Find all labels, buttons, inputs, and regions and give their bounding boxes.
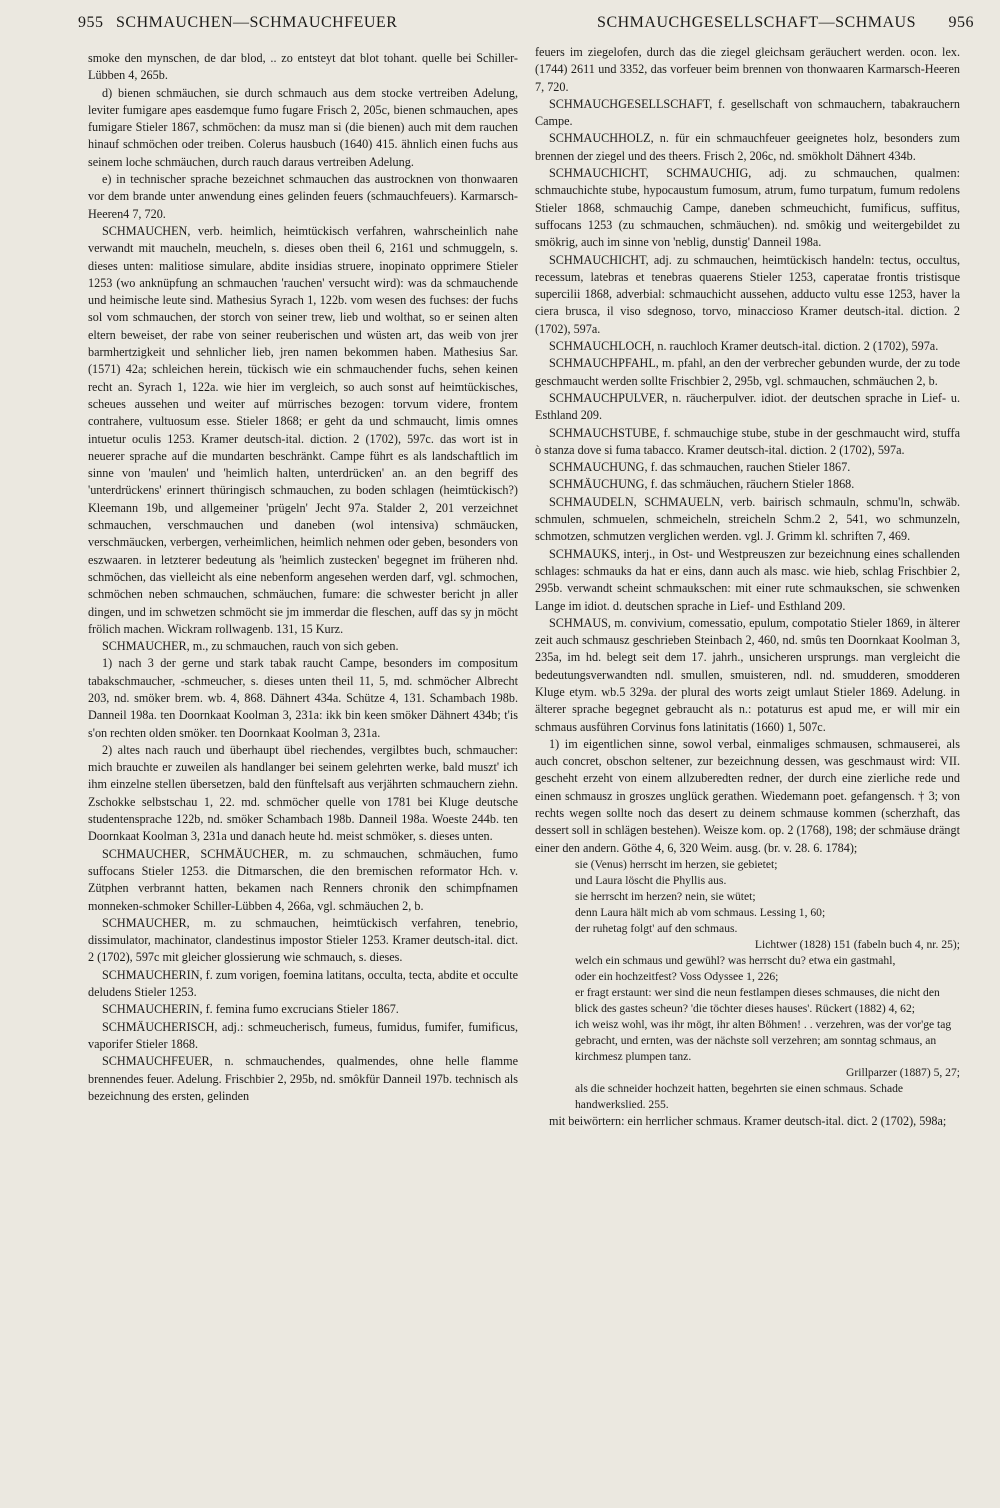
dictionary-entry: SCHMAUCHPULVER, n. räucherpulver. idiot. der deutschen sprache in Lief- u. Esthland 209.: [535, 390, 960, 423]
dictionary-entry: SCHMAUCHER, SCHMÄUCHER, m. zu schmauchen, schmäuchen, fumo suffocans Stieler 1253. die Ditmarschen, die den bremischen reformator Hch. v. Zütphen verbrannt hatten, bekamen nach Renners chronik den schimpfnamen monneken-schmoker Schiller-Lübben 4, 266a, vgl. schmäuchen 2, b.: [88, 846, 518, 913]
verse-line: oder ein hochzeitfest? Voss Odyssee 1, 226;: [575, 969, 779, 983]
page-number-right: 956: [948, 14, 974, 31]
dictionary-entry: SCHMAUCHGESELLSCHAFT, f. gesellschaft von schmauchern, tabakrauchern Campe.: [535, 96, 960, 129]
dictionary-entry: SCHMAUDELN, SCHMAUELN, verb. bairisch schmauln, schmu'ln, schwäb. schmulen, schmuelen, schmeicheln, streicheln Schm.2 2, 541, wo schmunzeln, schmotzen, schmutzen verglichen werden. vgl. J. Grimm kl. schriften 7, 469.: [535, 494, 960, 544]
header-title-left: SCHMAUCHEN—SCHMAUCHFEUER: [116, 14, 398, 31]
continued-text: feuers im ziegelofen, durch das die ziegel gleichsam geräuchert werden. ocon. lex. (1744) 2611 und 3352, das vorfeuer beim brennen von thonwaaren Karmarsch-Heeren 7, 720.: [535, 45, 960, 94]
entry-subsection: e) in technischer sprache bezeichnet schmauchen das austrocknen von thonwaaren vor dem brande unter anwendung eines gelinden feuers (schmauchfeuers). Karmarsch-Heeren4 7, 720.: [88, 172, 518, 221]
verse-line: er fragt erstaunt: wer sind die neun festlampen dieses schmauses, die nicht den blick des gastes scheun? 'die töchter dieses hauses'. Rückert (1882) 4, 62;: [575, 985, 940, 1015]
dictionary-entry: SCHMAUCHEN, verb. heimlich, heimtückisch verfahren, wahrscheinlich nahe verwandt mit maucheln, meucheln, s. dieses oben theil 6, 2161 und schmuggeln, s. dieses unten: malitiose simulare, abdite insidias struere, inopinato opprimere Stieler 1253 (wo anknüpfung an schmauchen 'rauchen' versucht wird): was da schmauchende und heimische leute sind. Mathesius Syrach 1, 122b. vom wesen des fuchses: der fuchs sol vom schmauchen, der storch von seiner trew, lieb und wolthat, so er seinen alten eltern beweiset, der rabe von seiner reuberischen und wüsten art, das weib von jrer barmhertzigkeit und sehnlicher lieb, jren namen bekommen haben. Mathesius Sar. (1571) 42a; schleichen herein, tückisch wie ein schmauchender fuchs, sehen keinen recht an. Syrach 1, 122a. wie hier im vergleich, so auch sonst auf heimtückisches, scheues aussehen und weiter auf mürrisches bezogen: torvum videre, frontem contrahere, vultuosum esse. Stieler 1868; er geht da und schmaucht, limis omnes intuetur oculis 1253. Kramer deutsch-ital. diction. 2 (1702), 597c. das wort ist in neuerer sprache auf die mundarten beschränkt. Campe führt es als landschaftlich im sinne von 'maulen' und 'heimlich halten, unterdrücken' an. an den begriff des 'unterdrückens' erinnert thüringisch schmauchen, zu boden schlagen (heimtückisch?) Kleemann 19b, und allgemeiner 'prügeln' Jecht 97a. Stalder 2, 201 verzeichnet schmauchen, verschmauchen und daneben (wol intensiva) schmäucken, verschmäucken, verbergen, verheimlichen, heimlich nehmen oder geben, besonders von eszwaaren. in letzterer bedeutung als 'heimlich zustecken' begegnet im früheren nhd. schmöchen, das vielleicht als eine nebenform angesehen werden darf, vgl. schmochen, schmöchen neben schmauchen, schmäuchen, fumare: die schwester bericht jn aller dingen, und im schwetzen schmöcht sie jm immerdar die fleschen, auff das sy jn möcht frölich machen. Wickram rollwagenb. 131, 15 Kurz.: [88, 223, 518, 636]
running-header: [78, 14, 974, 40]
citation-line: Lichtwer (1828) 151 (fabeln buch 4, nr. 25);: [754, 937, 960, 951]
verse-line: denn Laura hält mich ab vom schmaus. Lessing 1, 60;: [575, 905, 826, 919]
entry-subsection: 1) im eigentlichen sinne, sowol verbal, einmaliges schmausen, schmauserei, als auch concret, obschon seltener, zur bezeichnung dessen, was geschmaust wird: VII. gescheht erzeht von einem allzuberedten redner, der durch eine zierliche rede und einen schmausz in groszes unglück gerathen. Wiedemann poet. gefangensch. † 3; von rechts wegen sollte noch das desert zu deinem schmause kommen (scherzhaft, das dessert soll in schlägen bestehen). Weisze kom. op. 2 (1768), 198; der schmäuse drängt einer den andern. Göthe 4, 6, 320 Weim. ausg. (br. v. 28. 6. 1784);: [535, 736, 960, 855]
right-column: [535, 44, 960, 1130]
entry-subsection: mit beiwörtern: ein herrlicher schmaus. Kramer deutsch-ital. dict. 2 (1702), 598a;: [549, 1113, 947, 1128]
entry-subsection: 1) nach 3 der gerne und stark tabak raucht Campe, besonders im compositum tabakschmaucher, -schmeucher, s. dieses unten theil 11, 5, md. schmöcher Albrecht 203, nd. smöker brem. wb. 4, 868. Dähnert 434a. Schütze 4, 131. Schambach 198b. Danneil 198a. ten Doornkaat Koolman 3, 231a: ikk bin keen smöker Dähnert 434b; t'is s'on rechten olden smöker. ten Doornkaat Koolman 3, 231a.: [88, 656, 518, 740]
entry-subsection: d) bienen schmäuchen, sie durch schmauch aus dem stocke vertreiben Adelung, leviter fumigare apes easdemque fumo fugare Frisch 2, 205c, bienen schmauchen, apes fumigare Stieler 1867, schmöchen: da musz man si (die bienen) auch mit dem rauchen hinauf schmöchen oder treiben. Colerus hausbuch (1640) 415. ähnlich einen fuchs aus seinem loche schmäuchen, durch rauch daraus vertreiben Adelung.: [88, 85, 518, 169]
left-column: [88, 50, 518, 1105]
dictionary-entry: SCHMAUCHERIN, f. femina fumo excrucians Stieler 1867.: [102, 1002, 399, 1017]
page-number-left: 955: [78, 14, 104, 31]
dictionary-entry: SCHMÄUCHERISCH, adj.: schmeucherisch, fumeus, fumidus, fumifer, fumificus, vaporifer Stieler 1868.: [88, 1019, 518, 1051]
citation-line: Grillparzer (1887) 5, 27;: [846, 1065, 960, 1079]
continued-text: smoke den mynschen, de dar blod, .. zo entsteyt dat blot tohant. quelle bei Schiller-Lübben 4, 265b.: [88, 51, 518, 83]
dictionary-entry: SCHMAUCHUNG, f. das schmauchen, rauchen Stieler 1867.: [549, 460, 851, 475]
dictionary-entry: SCHMAUCHLOCH, n. rauchloch Kramer deutsch-ital. diction. 2 (1702), 597a.: [549, 339, 939, 354]
verse-line: der ruhetag folgt' auf den schmaus.: [575, 921, 738, 935]
verse-line: sie (Venus) herrscht im herzen, sie gebietet;: [575, 857, 778, 871]
dictionary-entry: SCHMAUCHSTUBE, f. schmauchige stube, stube in der geschmaucht wird, stuffa ò stanza dove si fuma tabacco. Kramer deutsch-ital. diction. 2 (1702), 597a.: [535, 425, 960, 457]
dictionary-entry: SCHMAUKS, interj., in Ost- und Westpreuszen zur bezeichnung eines schallenden schlages: schmauks da hat er eins, dann auch als masc. wie hieb, schlag Frischbier 2, 295b. verwandt scheint schmaukschen: mit einer rute schmaukschen, sie schwenken Lange im idiot. d. deutschen sprache in Lief- und Esthland 209.: [535, 546, 960, 613]
dictionary-entry: SCHMAUCHER, m. zu schmauchen, heimtückisch verfahren, tenebrio, dissimulator, machinator, clandestinus impostor Stieler 1253. Kramer deutsch-ital. dict. 2 (1702), 597c mit gleicher glossierung wie schmauch, s. dieses.: [88, 915, 518, 965]
dictionary-entry: SCHMAUCHPFAHL, m. pfahl, an den der verbrecher gebunden wurde, der zu tode geschmaucht werden sollte Frischbier 2, 295b, vgl. schmauchen, schmäuchen 2, b.: [535, 356, 960, 388]
dictionary-entry: SCHMAUCHHOLZ, n. für ein schmauchfeuer geeignetes holz, besonders zum brennen der ziegel und des theers. Frisch 2, 206c, nd. smökholt Dähnert 434b.: [535, 131, 960, 163]
header-title-right: SCHMAUCHGESELLSCHAFT—SCHMAUS: [597, 14, 916, 31]
dictionary-entry: SCHMAUCHERIN, f. zum vorigen, foemina latitans, occulta, tecta, abdite et occulte deludens Stieler 1253.: [88, 967, 518, 1000]
dictionary-entry: SCHMAUCHICHT, adj. zu schmauchen, heimtückisch handeln: tectus, occultus, recessum, latebras et tenebras quaerens Stieler 1253, caperatae frontis tristisque supercilii 1868, adverbial: schmauchicht aussehen, adducto vultu esse 1253, haver la ciera brusca, il viso sdegnoso, torvo, minaccioso Kramer deutsch-ital. diction. 2 (1702), 597a.: [535, 252, 960, 336]
verse-line: sie herrscht im herzen? nein, sie wütet;: [575, 889, 756, 903]
verse-line: ich weisz wohl, was ihr mögt, ihr alten Böhmen! . . verzehren, was der vor'ge tag gebracht, und ernten, was der nächste soll verzehren; am sonntag schmaus, an kirchmesz plumpen tanz.: [575, 1017, 952, 1063]
verse-line: welch ein schmaus und gewühl? was herrscht du? etwa ein gastmahl,: [575, 953, 896, 967]
dictionary-entry: SCHMÄUCHUNG, f. das schmäuchen, räuchern Stieler 1868.: [549, 477, 855, 492]
verse-line: als die schneider hochzeit hatten, begehrten sie einen schmaus. Schade handwerkslied. 255.: [575, 1081, 904, 1111]
entry-subsection: 2) altes nach rauch und überhaupt übel riechendes, vergilbtes buch, schmaucher: mich brauchte er zuweilen als handlanger bei seinem gelehrten werke, bald muszt' ich ihm einzelne stellen übersetzen, bald den fünftelsaft aus verjährten schmauchern ziehn. Zschokke selbstschau 1, 22. md. schmöcher quelle von 1781 bei Kluge deutsche studentensprache 122b, nd. smöker Schambach 198b. Danneil 198a. Woeste 244b. ten Doornkaat Koolman 3, 231a und danach heute hd. meist schmöker, s. dieses unten.: [88, 742, 518, 844]
verse-line: und Laura löscht die Phyllis aus.: [575, 873, 727, 887]
dictionary-entry: SCHMAUS, m. convivium, comessatio, epulum, compotatio Stieler 1869, in älterer zeit auch schmausz geschrieben Steinbach 2, 460, nd. smûs ten Doornkaat Koolman 3, 235a, im hd. belegt seit dem 17. jahrh., unsicheren ursprungs. man vergleicht die bedeutungsverwandten ndl. smullen, smuisteren, ndl. nd. smudderen, smodderen Kluge etym. wb.5 329a. der plural des worts zeigt umlaut Stieler 1869. Adelung. in älterer sprache begegnet gebraucht als n.: potaturus est apud me, er will mir ein schmaus ausführen Corvinus fons latinitatis (1660) 1, 507c.: [535, 615, 960, 734]
dictionary-entry: SCHMAUCHER, m., zu schmauchen, rauch von sich geben.: [102, 639, 399, 654]
dictionary-entry: SCHMAUCHFEUER, n. schmauchendes, qualmendes, ohne helle flamme brennendes feuer. Adelung. Frischbier 2, 295b, nd. smôkfür Danneil 197b. technisch als bezeichnung des ersten, gelinden: [88, 1054, 518, 1103]
dictionary-entry: SCHMAUCHICHT, SCHMAUCHIG, adj. zu schmauchen, qualmen: schmauchichte stube, hypocaustum fumosum, atrum, fumo turpatum, fumum redolens Stieler 1868, schmauchig Campe, daneben schmeuchicht, fumificus, suffitus, suffocans 1253 (zu schmauchen, schmäuchen). nd. smôkig und weitergebildet zu smökrig, auch im sinne von 'neblig, dunstig' Danneil 198a.: [535, 166, 960, 250]
